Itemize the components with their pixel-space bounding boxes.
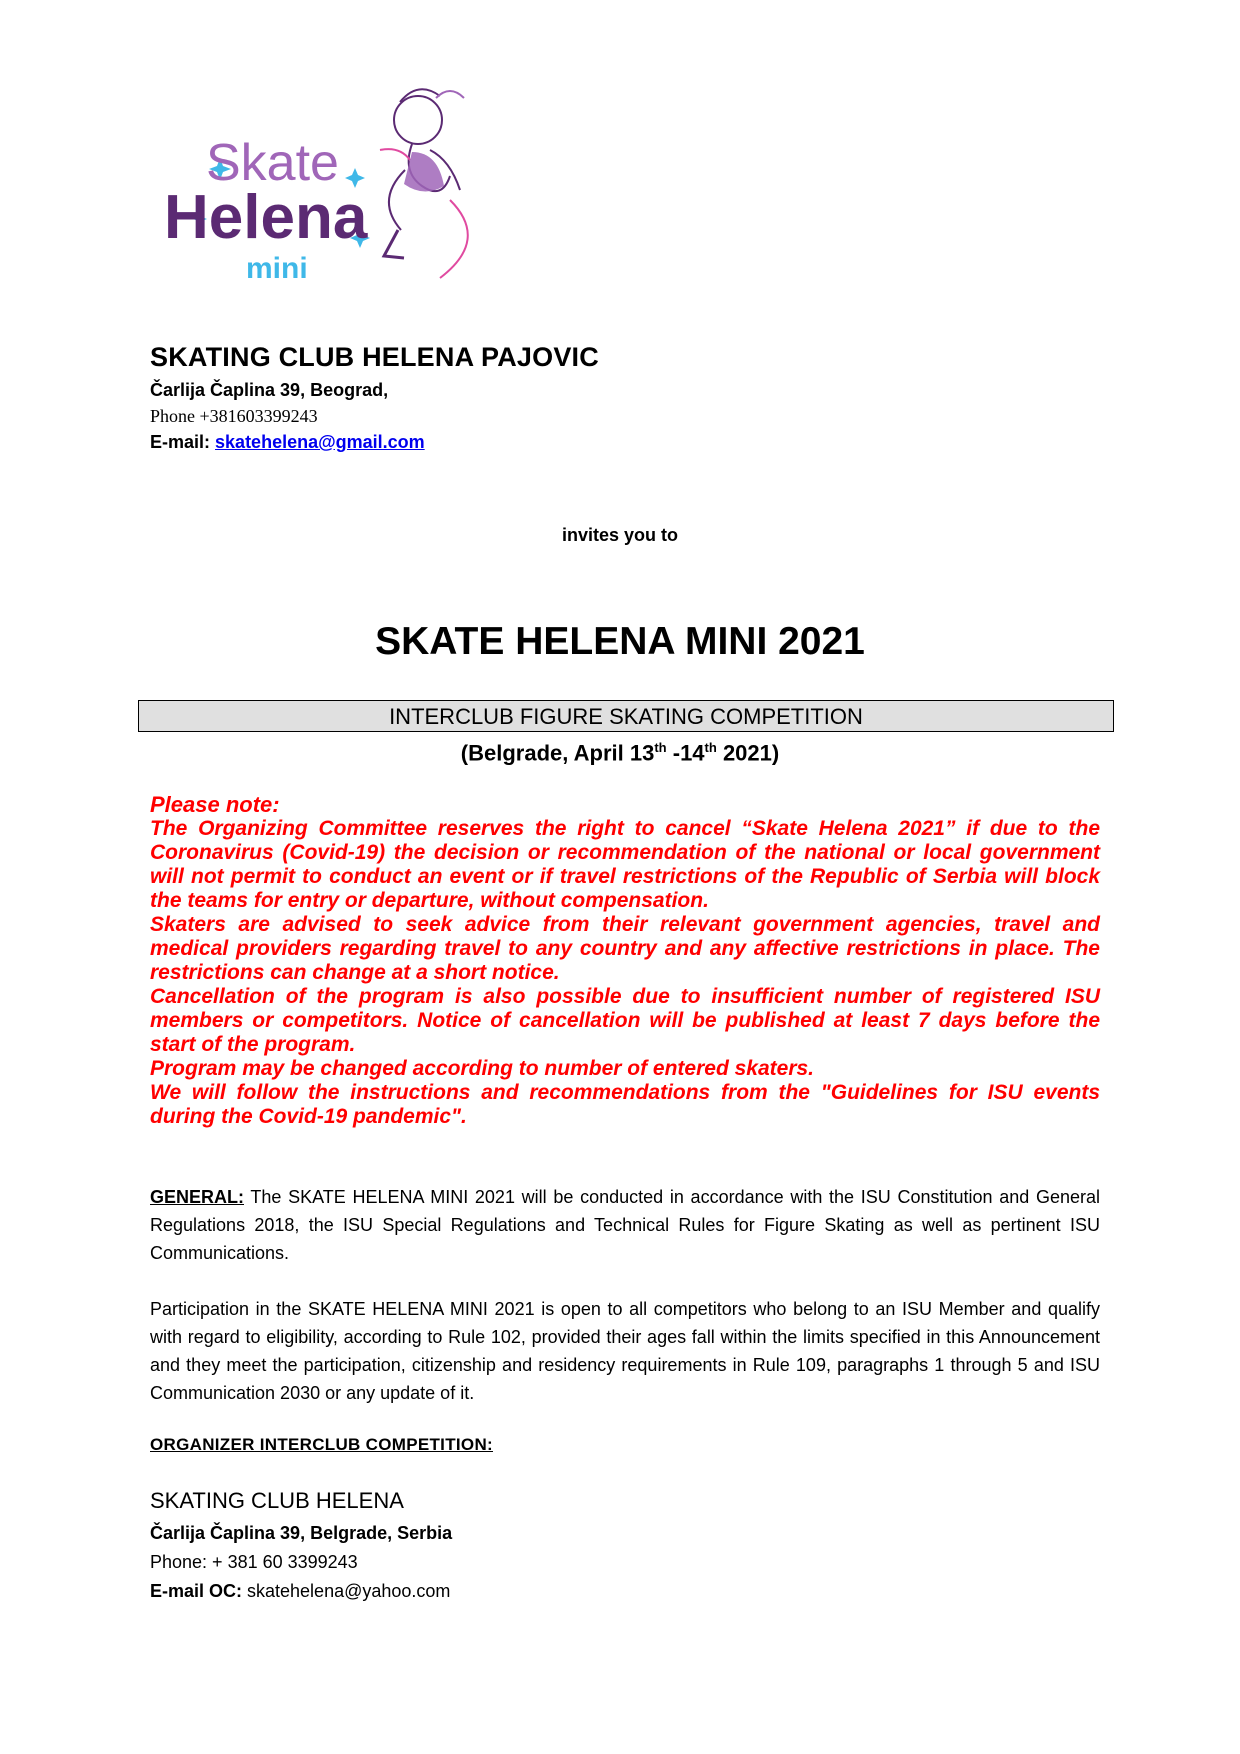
competition-title-box [138, 700, 1114, 732]
covid-notice [150, 793, 1100, 1129]
date-sup-1: th [654, 740, 667, 755]
club-phone-label: Phone [150, 406, 195, 426]
competition-title: INTERCLUB FIGURE SKATING COMPETITION [389, 704, 863, 729]
competition-date [0, 734, 1240, 767]
logo-word-mini: mini [246, 252, 308, 285]
date-suffix: 2021) [716, 740, 780, 766]
notice-paragraph-1: The Organizing Committee reserves the right to cancel “Skate Helena 2021” if due to the Coronavirus (Covid-19) the decision or recommendation of the national or local government will not permit to conduct an event or if travel restrictions of the Republic of Serbia will block the teams for entry or departure, without compensation. [150, 817, 1100, 912]
invites-text: invites you to [561, 525, 678, 545]
participation-section: Participation in the SKATE HELENA MINI 2021 is open to all competitors who belong to an ISU Member and qualify with regard to eligibility, according to Rule 102, provided their ages fall within the limits specified in this Announcement and they meet the participation, citizenship and residency requirements in Rule 109, paragraphs 1 through 5 and ISU Communication 2030 or any update of it. [150, 1299, 1100, 1403]
club-email-line [150, 431, 599, 454]
notice-heading: Please note: [150, 792, 280, 817]
club-phone: +381603399243 [199, 406, 318, 426]
notice-paragraph-2: Skaters are advised to seek advice from their relevant government agencies, travel and medical providers regarding travel to any country and any affective restrictions in place. The restrictions can change at a short notice. [150, 913, 1100, 984]
skate-helena-mini-logo [150, 80, 530, 290]
notice-paragraph-3: Cancellation of the program is also possible due to insufficient number of registered ISU members or competitors. Notice of cancellation will be published at least 7 days before the start of the program. [150, 985, 1100, 1056]
date-prefix: (Belgrade, April 13 [460, 740, 655, 766]
club-email-link[interactable]: skatehelena@gmail.com [215, 432, 425, 452]
notice-paragraph-4: Program may be changed according to number of entered skaters. [150, 1057, 815, 1080]
organizer-name: SKATING CLUB HELENA [150, 1488, 404, 1513]
general-label: GENERAL: [150, 1187, 244, 1207]
date-sup-2: th [704, 740, 717, 755]
club-name: SKATING CLUB HELENA PAJOVIC [150, 342, 599, 372]
organizer-email-label: E-mail OC: [150, 1581, 243, 1601]
club-address: Čarlija Čaplina 39, Beograd, [150, 380, 389, 400]
event-title: SKATE HELENA MINI 2021 [375, 620, 865, 663]
club-email-label: E-mail: [150, 432, 211, 452]
organizer-phone: Phone: + 381 60 3399243 [150, 1552, 358, 1572]
club-phone-line [150, 405, 599, 428]
organizer-address: Čarlija Čaplina 39, Belgrade, Serbia [150, 1523, 453, 1543]
date-mid: -14 [666, 740, 705, 766]
general-section [150, 1183, 1100, 1267]
logo-word-helena: Helena [164, 183, 368, 252]
organizer-block [150, 1488, 452, 1607]
general-text: The SKATE HELENA MINI 2021 will be conducted in accordance with the ISU Constitution and General Regulations 2018, the ISU Special Regulations and Technical Rules for Figure Skating as well as pertinent ISU Communications. [150, 1187, 1100, 1263]
organizer-email: skatehelena@yahoo.com [242, 1581, 451, 1601]
organizer-email-line [150, 1578, 452, 1605]
organizer-heading: ORGANIZER INTERCLUB COMPETITION: [150, 1435, 493, 1454]
logo-word-skate: Skate [206, 134, 339, 192]
notice-paragraph-5: We will follow the instructions and recommendations from the "Guidelines for ISU events during the Covid-19 pandemic". [150, 1081, 1100, 1128]
club-header [150, 342, 599, 457]
